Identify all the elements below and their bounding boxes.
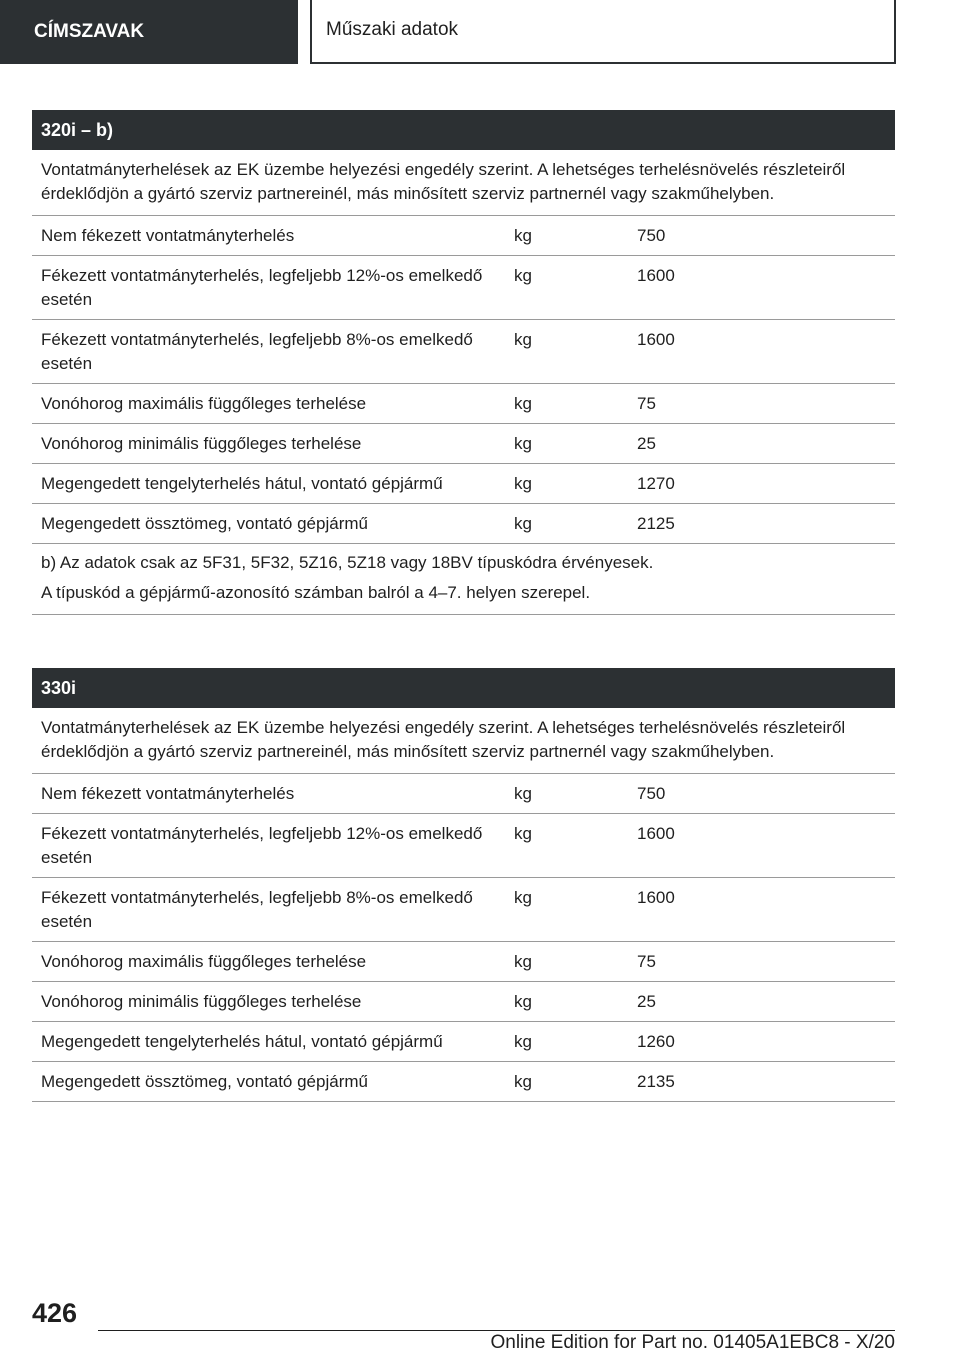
table-row <box>32 1062 895 1102</box>
table-row <box>32 256 895 320</box>
row-unit: kg <box>514 330 532 349</box>
row-unit: kg <box>514 434 532 453</box>
chapter-title: Műszaki adatok <box>310 0 896 64</box>
spec-section-330i <box>32 668 895 1102</box>
footnote: b) Az adatok csak az 5F31, 5F32, 5Z16, 5Z18 vagy 18BV típuskódra érvényesek. <box>41 553 654 572</box>
section-title: 330i <box>32 668 895 708</box>
section-tab-label: CÍMSZAVAK <box>0 0 298 64</box>
page-number: 426 <box>32 1298 78 1328</box>
row-value: 2135 <box>637 1072 675 1091</box>
row-value: 1260 <box>637 1032 675 1051</box>
footnotes <box>32 544 895 615</box>
footer-edition-text: Online Edition for Part no. 01405A1EBC8 - X/20 <box>490 1332 895 1353</box>
row-unit: kg <box>514 888 532 907</box>
table-row <box>32 504 895 544</box>
section-title: 320i – b) <box>32 110 895 150</box>
footnote: A típuskód a gépjármű-azonosító számban balról a 4–7. helyen szerepel. <box>41 583 591 602</box>
table-row <box>32 464 895 504</box>
row-value: 1270 <box>637 474 675 493</box>
row-label: Megengedett össztömeg, vontató gépjármű <box>41 514 368 533</box>
section-intro: Vontatmányterhelések az EK üzembe helyezési engedély szerint. A lehetséges terhelésnövelés részleteiről érdeklődjön a gyártó szerviz partnereinél, más minősített szerviz partnernél vagy szakműhelyben. <box>32 708 895 774</box>
row-unit: kg <box>514 1032 532 1051</box>
table-row <box>32 814 895 878</box>
row-unit: kg <box>514 394 532 413</box>
table-row <box>32 1022 895 1062</box>
row-value: 1600 <box>637 888 675 907</box>
row-value: 750 <box>637 784 666 803</box>
row-unit: kg <box>514 992 532 1011</box>
row-label: Vonóhorog minimális függőleges terhelése <box>41 434 362 453</box>
row-value: 2125 <box>637 514 675 533</box>
row-value: 1600 <box>637 330 675 349</box>
row-label: Vonóhorog maximális függőleges terhelése <box>41 394 367 413</box>
row-value: 25 <box>637 434 656 453</box>
row-label: Fékezett vontatmányterhelés, legfeljebb 8%-os emelkedő esetén <box>41 330 473 373</box>
row-label: Megengedett tengelyterhelés hátul, vontató gépjármű <box>41 1032 443 1051</box>
row-label: Fékezett vontatmányterhelés, legfeljebb 12%-os emelkedő esetén <box>41 266 483 309</box>
row-label: Fékezett vontatmányterhelés, legfeljebb 12%-os emelkedő esetén <box>41 824 483 867</box>
row-value: 75 <box>637 394 656 413</box>
row-label: Megengedett össztömeg, vontató gépjármű <box>41 1072 368 1091</box>
footer-divider <box>98 1330 895 1331</box>
row-label: Vonóhorog maximális függőleges terhelése <box>41 952 367 971</box>
row-unit: kg <box>514 474 532 493</box>
row-unit: kg <box>514 784 532 803</box>
table-row <box>32 384 895 424</box>
row-value: 750 <box>637 226 666 245</box>
section-intro: Vontatmányterhelések az EK üzembe helyezési engedély szerint. A lehetséges terhelésnövelés részleteiről érdeklődjön a gyártó szerviz partnereinél, más minősített szerviz partnernél vagy szakműhelyben. <box>32 150 895 216</box>
row-unit: kg <box>514 1072 532 1091</box>
row-unit: kg <box>514 824 532 843</box>
spec-section-320i <box>32 110 895 615</box>
table-row <box>32 878 895 942</box>
row-label: Vonóhorog minimális függőleges terhelése <box>41 992 362 1011</box>
row-unit: kg <box>514 514 532 533</box>
row-label: Megengedett tengelyterhelés hátul, vontató gépjármű <box>41 474 443 493</box>
row-unit: kg <box>514 226 532 245</box>
table-row <box>32 320 895 384</box>
table-row <box>32 216 895 256</box>
row-label: Nem fékezett vontatmányterhelés <box>41 226 295 245</box>
row-value: 1600 <box>637 824 675 843</box>
row-unit: kg <box>514 266 532 285</box>
row-label: Nem fékezett vontatmányterhelés <box>41 784 295 803</box>
row-value: 75 <box>637 952 656 971</box>
row-value: 1600 <box>637 266 675 285</box>
table-row <box>32 942 895 982</box>
table-row <box>32 424 895 464</box>
table-row <box>32 774 895 814</box>
row-unit: kg <box>514 952 532 971</box>
table-row <box>32 982 895 1022</box>
row-label: Fékezett vontatmányterhelés, legfeljebb 8%-os emelkedő esetén <box>41 888 473 931</box>
row-value: 25 <box>637 992 656 1011</box>
